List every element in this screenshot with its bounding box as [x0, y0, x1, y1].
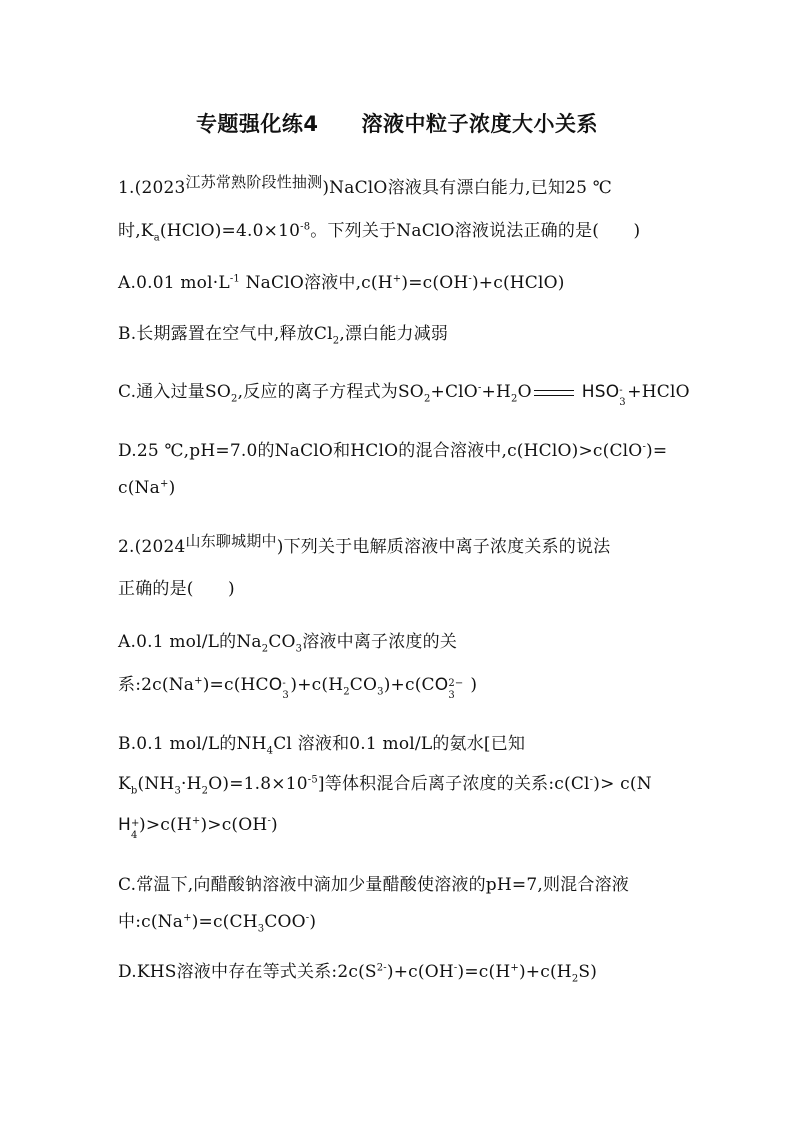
q2-option-b-line3: H + 4 )>c(H+)>c(OH-)	[118, 815, 278, 841]
q2-option-b-line1: B.0.1 mol/L的$NH_4Cl$ 溶液和0.1 mol/L的氨水[已知	[118, 734, 526, 757]
q2-option-a-line1: A.0.1 mol/L的$Na_2CO_3$溶液中离子浓度的关	[118, 632, 458, 655]
q1-option-c: C.通入过量$SO_2$,反应的离子方程式为$SO_2+ClO^-+H_2O$ HSO - 3 +HClO	[118, 382, 690, 408]
q2-stem-line1: 2.(2024山东聊城期中)下列关于电解质溶液中离子浓度关系的说法	[118, 532, 611, 557]
q2-option-b-line2: $K_b(NH_3\cdot H_2O)=1.8\times 10^{-5}$]等体积混合后离子浓度的关系:c(Cl-)> c(N	[118, 774, 652, 797]
q1-option-a: A.0.01 $mol\cdot L^{-1}$ NaClO溶液中,c(H+)=c(OH-)+c(HClO)	[118, 273, 565, 293]
q2-option-d: D.KHS溶液中存在等式关系$:2c(S^{2-})+c(OH^-)=c(H^+)+c(H_2S)$	[118, 962, 598, 985]
q1-source: 江苏常熟阶段性抽测	[185, 173, 323, 191]
q1-stem-line1: 1.(2023江苏常熟阶段性抽测)NaClO溶液具有漂白能力,已知25 ℃	[118, 173, 613, 198]
q1-option-d-line2: c(Na+)	[118, 478, 176, 498]
q2-stem-line2: 正确的是( )	[118, 579, 235, 599]
q1-stem-line2: 时$,K_a(HClO)=4.0\times 10^{-8}$。下列关于NaClO溶液说法正确的是( )	[118, 221, 641, 244]
equation-equals-sign	[534, 390, 574, 396]
q1-option-b: B.长期露置在空气中,释放$Cl_2$,漂白能力减弱	[118, 324, 449, 347]
q2-option-c-line1: C.常温下,向醋酸钠溶液中滴加少量醋酸使溶液的pH=7,则混合溶液	[118, 875, 629, 895]
q1-option-d-line1: D.25 ℃,pH=7.0的NaClO和HClO的混合溶液中,c(HClO)>c(ClO-)=	[118, 441, 668, 461]
q2-option-a-line2: 系:2c(Na+)=c(HCO - 3 )$+c(H_2CO_3)+c(CO$ 2− 3 )	[118, 675, 478, 701]
page-title: 专题强化练4 溶液中粒子浓度大小关系	[195, 112, 599, 136]
q2-source: 山东聊城期中	[185, 532, 277, 550]
q2-option-c-line2: 中$:c(Na^+)=c(CH_3COO^-)$	[118, 912, 317, 935]
